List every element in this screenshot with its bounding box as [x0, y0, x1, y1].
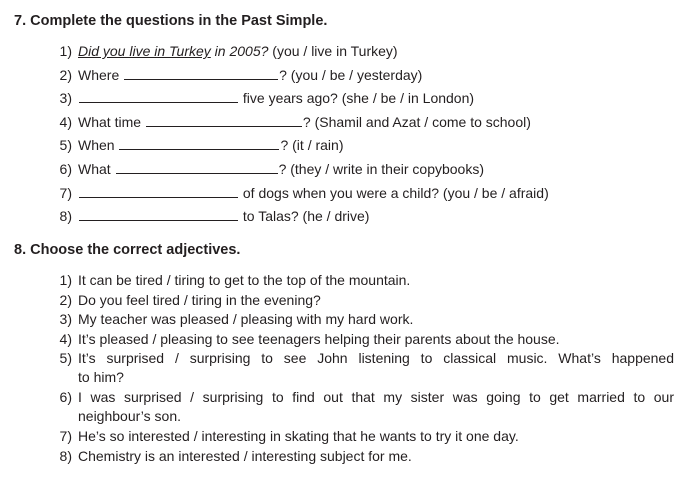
ex7-item-2: [0, 65, 696, 85]
ex7-item-3: [0, 88, 696, 108]
ex7-item-after: of dogs when you were a child? (you / be / afraid): [239, 185, 549, 201]
ex8-item-text: It’s surprised / surprising to see John listening to classical music. What’s happened: [78, 350, 674, 366]
ex7-item-number: 4): [59, 114, 72, 130]
ex8-item-number: 3): [59, 311, 72, 327]
exercise-8-title: 8. Choose the correct adjectives.: [14, 242, 241, 258]
ex8-item-number: 6): [59, 389, 72, 405]
ex7-item-text: [78, 112, 531, 132]
ex8-item-text-continued: to him?: [78, 369, 124, 385]
ex7-item-text: [78, 65, 422, 85]
ex7-example-answer: Did you live in Turkey: [78, 43, 211, 59]
ex7-item-number: 1): [59, 43, 72, 59]
ex8-item-3: [0, 309, 696, 329]
ex8-item-text: Do you feel tired / tiring in the evening?: [78, 292, 321, 308]
ex7-item-number: 5): [59, 137, 72, 153]
ex7-item-4: [0, 112, 696, 132]
ex8-item-5: [0, 348, 696, 368]
ex7-item-text: [78, 183, 549, 203]
ex8-item-text: It can be tired / tiring to get to the top of the mountain.: [78, 272, 411, 288]
ex8-item-text-continued: neighbour’s son.: [78, 408, 182, 424]
ex7-item-6: [0, 159, 696, 179]
ex7-item-8: [0, 206, 696, 226]
ex8-item-8: [0, 446, 696, 466]
ex8-item-number: 7): [59, 428, 72, 444]
ex8-item-text: He’s so interested / interesting in skating that he wants to try it one day.: [78, 428, 519, 444]
ex8-item-4: [0, 329, 696, 349]
ex7-item-text: [78, 206, 369, 226]
ex7-item-after: five years ago? (she / be / in London): [239, 90, 475, 106]
answer-blank[interactable]: [146, 113, 302, 127]
ex8-item-5-cont: [0, 367, 696, 387]
ex7-item-after: ? (they / write in their copybooks): [278, 161, 484, 177]
ex8-item-6: [0, 387, 696, 407]
answer-blank[interactable]: [116, 160, 278, 174]
ex8-item-number: 1): [59, 272, 72, 288]
answer-blank[interactable]: [124, 66, 278, 80]
ex7-item-after: ? (you / be / yesterday): [279, 67, 423, 83]
ex8-item-number: 2): [59, 292, 72, 308]
ex8-item-6-cont: [0, 406, 696, 426]
ex7-item-hint: (you / live in Turkey): [268, 43, 398, 59]
ex8-item-number: 4): [59, 331, 72, 347]
ex8-item-number: 5): [59, 350, 72, 366]
ex7-item-before: What time: [78, 114, 145, 130]
ex7-item-7: [0, 183, 696, 203]
ex7-item-number: 8): [59, 208, 72, 224]
ex7-item-before: Where: [78, 67, 124, 83]
ex7-item-number: 2): [59, 67, 72, 83]
ex7-item-after: to Talas? (he / drive): [239, 208, 370, 224]
ex8-item-text: My teacher was pleased / pleasing with my hard work.: [78, 311, 414, 327]
answer-blank[interactable]: [119, 136, 279, 150]
ex8-item-text: Chemistry is an interested / interesting subject for me.: [78, 448, 412, 464]
exercise-7-title: 7. Complete the questions in the Past Simple.: [14, 13, 328, 29]
ex8-item-1: [0, 270, 696, 290]
ex8-item-7: [0, 426, 696, 446]
answer-blank[interactable]: [79, 89, 238, 103]
ex8-item-number: 8): [59, 448, 72, 464]
ex7-item-after: ? (Shamil and Azat / come to school): [302, 114, 531, 130]
ex7-example-tail: in 2005?: [210, 43, 269, 59]
ex8-item-text: It’s pleased / pleasing to see teenagers helping their parents about the house.: [78, 331, 560, 347]
ex7-item-text: [78, 41, 398, 61]
ex7-item-before: When: [78, 137, 119, 153]
ex7-item-1: [0, 41, 696, 61]
ex7-item-number: 6): [59, 161, 72, 177]
ex7-item-text: [78, 135, 343, 155]
ex7-item-5: [0, 135, 696, 155]
ex7-item-after: ? (it / rain): [280, 137, 344, 153]
answer-blank[interactable]: [79, 184, 238, 198]
ex7-item-number: 3): [59, 90, 72, 106]
ex7-item-before: What: [78, 161, 115, 177]
ex7-item-text: [78, 88, 474, 108]
ex7-item-text: [78, 159, 484, 179]
ex8-item-text: I was surprised / surprising to find out that my sister was going to get married to our: [78, 389, 674, 405]
answer-blank[interactable]: [79, 207, 238, 221]
ex7-item-number: 7): [59, 185, 72, 201]
ex8-item-2: [0, 290, 696, 310]
